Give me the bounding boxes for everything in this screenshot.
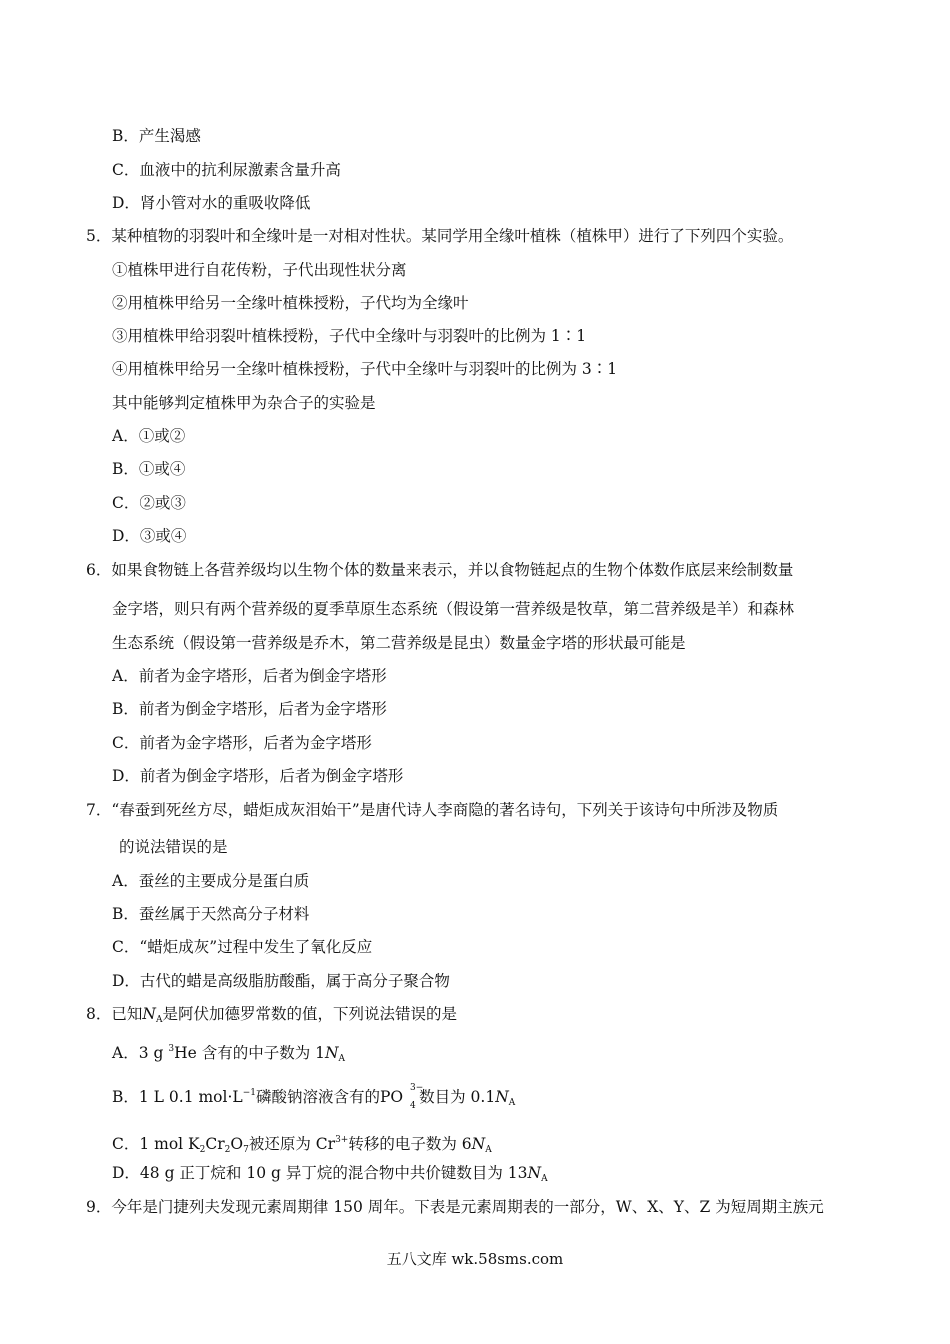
na-symbol: N	[527, 1164, 542, 1182]
na-subscript: A	[508, 1098, 516, 1108]
o-text: O	[230, 1135, 244, 1153]
q7-stem-line2: 的说法错误的是	[119, 838, 228, 856]
q8-a-superscript: 3	[168, 1044, 175, 1054]
q5-experiment-1: ①植株甲进行自花传粉，子代出现性状分离	[112, 261, 407, 279]
page-footer: 五八文库 wk.58sms.com	[386, 1250, 564, 1268]
q6-option-c: C．前者为金字塔形，后者为金字塔形	[112, 734, 372, 752]
q8-option-c	[112, 1130, 492, 1160]
q7-option-a: A．蚕丝的主要成分是蛋白质	[112, 872, 310, 890]
po-text: PO	[379, 1088, 404, 1106]
q5-option-d: D．③或④	[112, 527, 187, 545]
q4-option-d: D．肾小管对水的重吸收降低	[112, 194, 311, 212]
q8-c-text2: 被还原为 Cr	[248, 1135, 336, 1153]
q8-b-superscript: −1	[242, 1088, 256, 1098]
na-symbol: N	[495, 1088, 509, 1106]
cr-subscript: 2	[224, 1145, 231, 1155]
q5-experiment-3: ③用植株甲给羽裂叶植株授粉，子代中全缘叶与羽裂叶的比例为 1∶1	[112, 327, 587, 345]
q8-stem-prefix: 8．已知	[86, 1005, 143, 1023]
q8-d-text: D．48 g 正丁烷和 10 g 异丁烷的混合物中共价键数目为 13	[112, 1164, 528, 1182]
q8-stem-suffix: 是阿伏加德罗常数的值，下列说法错误的是	[162, 1005, 457, 1023]
q6-stem-line2: 金字塔，则只有两个营养级的夏季草原生态系统（假设第一营养级是牧草，第二营养级是羊）和森林	[112, 600, 795, 618]
q8-b-text3: 数目为 0.1	[419, 1088, 496, 1106]
na-subscript: A	[338, 1054, 346, 1064]
q4-option-c: C．血液中的抗利尿激素含量升高	[112, 161, 341, 179]
q5-question: 其中能够判定植株甲为杂合子的实验是	[112, 394, 376, 412]
po-superscript: 3−	[409, 1083, 424, 1093]
q6-stem-line1: 6．如果食物链上各营养级均以生物个体的数量来表示，并以食物链起点的生物个体数作底层来绘制数量	[86, 561, 794, 579]
q8-b-text: B．1 L 0.1 mol·L	[112, 1088, 243, 1106]
q7-stem-line1: 7．“春蚕到死丝方尽，蜡炬成灰泪始干”是唐代诗人李商隐的著名诗句，下列关于该诗句中所涉及物质	[86, 801, 779, 819]
q5-experiment-4: ④用植株甲给另一全缘叶植株授粉，子代中全缘叶与羽裂叶的比例为 3∶1	[112, 360, 618, 378]
na-subscript: A	[155, 1015, 163, 1025]
q6-stem-line3: 生态系统（假设第一营养级是乔木，第二营养级是昆虫）数量金字塔的形状最可能是	[112, 634, 686, 652]
o-subscript: 7	[243, 1145, 249, 1155]
k-subscript: 2	[199, 1145, 206, 1155]
q8-c-text3: 转移的电子数为 6	[348, 1135, 472, 1153]
q8-a-text: A．3 g	[112, 1044, 169, 1062]
na-subscript: A	[485, 1145, 492, 1155]
cr-text: Cr	[205, 1135, 225, 1153]
po-subscript: 4	[409, 1101, 416, 1111]
na-subscript: A	[541, 1174, 548, 1184]
q8-b-text2: 磷酸钠溶液含有的	[255, 1088, 380, 1106]
q8-stem	[86, 1004, 457, 1030]
phosphate-formula	[379, 1083, 424, 1111]
q4-option-b: B．产生渴感	[112, 127, 201, 145]
q5-option-c: C．②或③	[112, 494, 186, 512]
q7-option-b: B．蚕丝属于天然高分子材料	[112, 905, 310, 923]
q8-c-text: C．1 mol K	[112, 1135, 200, 1153]
cr-superscript: 3+	[335, 1135, 349, 1145]
q8-option-d	[112, 1163, 548, 1189]
q8-option-b	[112, 1083, 515, 1113]
na-symbol: N	[142, 1005, 156, 1023]
q6-option-d: D．前者为倒金字塔形，后者为倒金字塔形	[112, 767, 404, 785]
q8-a-text2: He 含有的中子数为 1	[174, 1044, 325, 1062]
q5-stem: 5．某种植物的羽裂叶和全缘叶是一对相对性状。某同学用全缘叶植株（植株甲）进行了下列四个实验。	[86, 227, 794, 245]
q5-option-a: A．①或②	[112, 427, 186, 445]
q6-option-b: B．前者为倒金字塔形，后者为金字塔形	[112, 700, 387, 718]
na-symbol: N	[324, 1044, 339, 1062]
na-symbol: N	[471, 1135, 486, 1153]
q8-option-a	[112, 1039, 345, 1069]
q6-option-a: A．前者为金字塔形，后者为倒金字塔形	[112, 667, 387, 685]
q7-option-d: D．古代的蜡是高级脂肪酸酯，属于高分子聚合物	[112, 972, 450, 990]
q7-option-c: C．“蜡炬成灰”过程中发生了氧化反应	[112, 938, 373, 956]
q9-stem-line1: 9．今年是门捷列夫发现元素周期律 150 周年。下表是元素周期表的一部分，W、X、Y、Z 为短周期主族元	[86, 1198, 824, 1216]
q5-option-b: B．①或④	[112, 460, 186, 478]
q5-experiment-2: ②用植株甲给另一全缘叶植株授粉，子代均为全缘叶	[112, 294, 469, 312]
